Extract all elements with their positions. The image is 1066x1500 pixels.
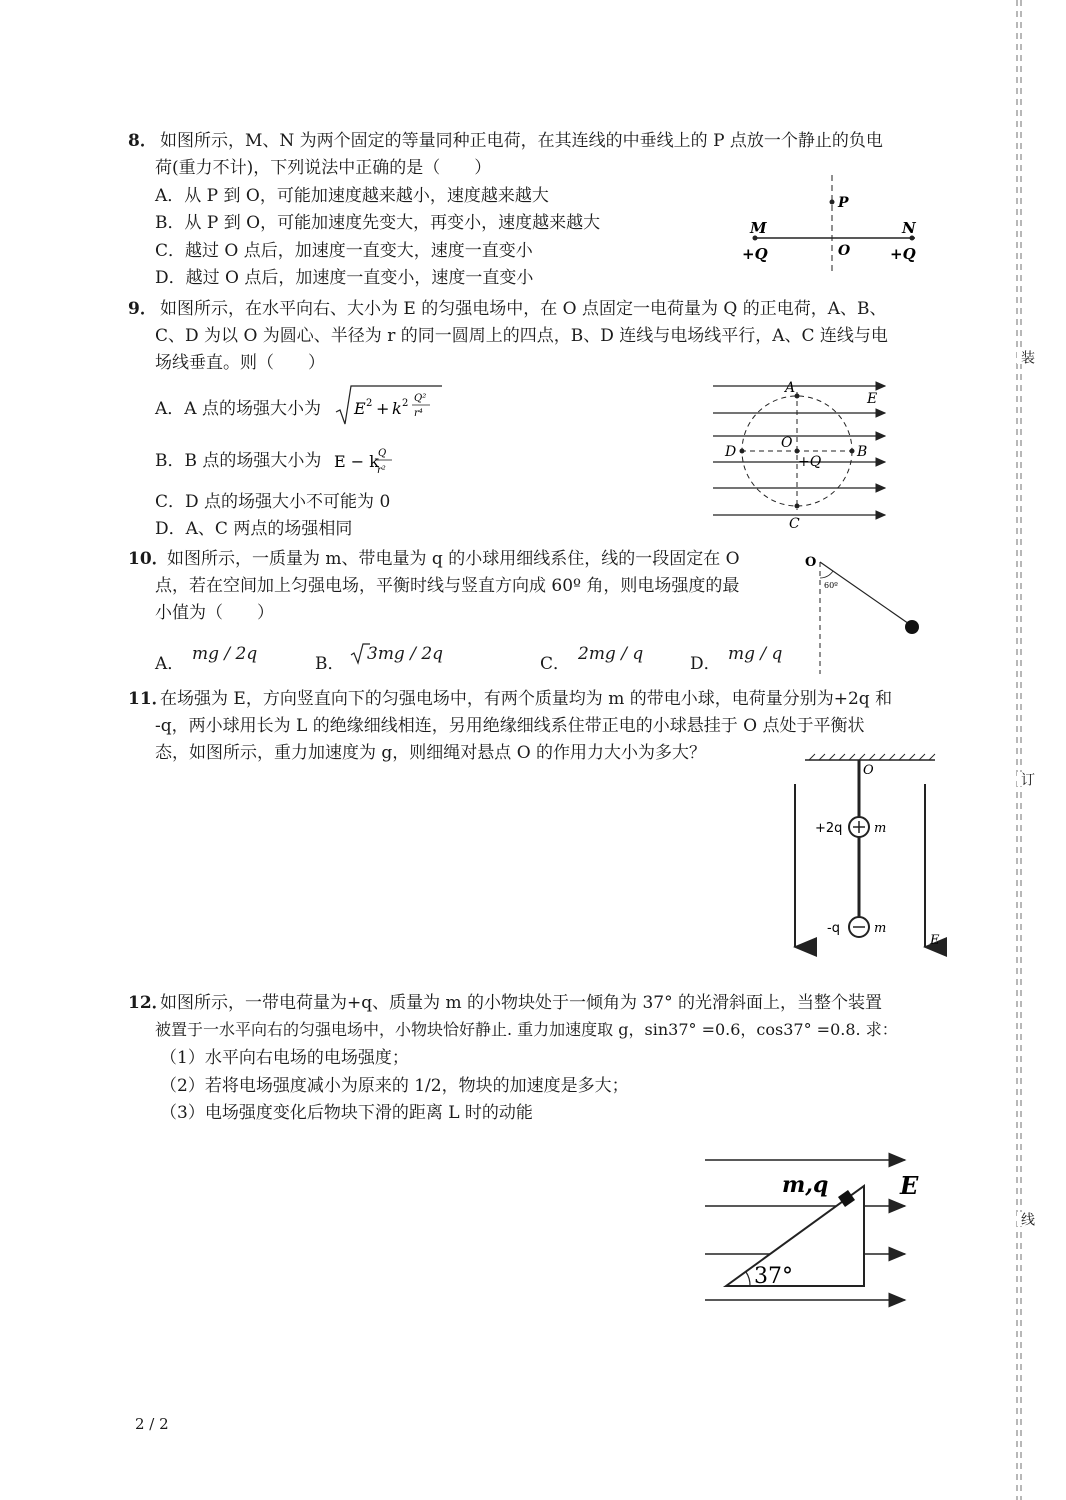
q10-option-b-label: B． [315,654,345,674]
q10-stem-line3: 小值为（ ） [155,603,274,623]
q11-figure [785,752,955,952]
q12-number: 12． [128,993,169,1013]
q11-stem-line3: 态，如图所示，重力加速度为 g，则细绳对悬点 O 的作用力大小为多大？ [155,743,707,763]
svg-text:E: E [354,399,366,418]
svg-text:E − k: E − k [334,452,379,471]
q8-option-c: C．越过 O 点后，加速度一直变大，速度一直变小 [155,241,533,261]
q9-option-b-formula [332,440,402,480]
q11-number: 11． [128,689,169,709]
q11-label-o: O [863,763,874,778]
q9-label-b: B [857,444,868,460]
q9-stem-line3: 场线垂直。则（ ） [155,353,325,373]
binding-line [1012,0,1042,1500]
q8-figure [740,175,930,275]
page-number: 2 / 2 [135,1415,169,1433]
q8-label-q-left: +Q [742,245,768,263]
q9-stem-line2: C、D 为以 O 为圆心、半径为 r 的同一圆周上的四点，B、D 连线与电场线平行，A、C 连线与电 [155,326,888,346]
q10-label-o: O [805,555,817,570]
q8-option-b: B．从 P 到 O，可能加速度先变大，再变小，速度越来越大 [155,213,601,233]
q9-label-d: D [725,444,737,460]
q8-stem-line1: 如图所示，M、N 为两个固定的等量同种正电荷，在其连线的中垂线上的 P 点放一个静止的负电 [160,131,883,151]
q11-stem-line2: -q，两小球用长为 L 的绝缘细线相连，另用绝缘细线系住带正电的小球悬挂于 O 点处于平衡状 [155,716,865,736]
q9-label-q: +Q [798,454,822,470]
svg-text:2: 2 [366,398,373,409]
q9-option-a-text: A．A 点的场强大小为 [155,399,321,419]
q8-option-a: A．从 P 到 O，可能加速度越来越小，速度越来越大 [155,186,549,206]
q10-option-a-value: mg / 2q [192,644,258,664]
q8-label-q-right: +Q [890,245,916,263]
svg-text:r⁴: r⁴ [414,408,423,419]
q9-option-c: C．D 点的场强大小不可能为 0 [155,492,391,512]
q10-option-c-label: C． [540,654,571,674]
svg-text:+: + [376,399,390,418]
q11-label-charge-top: +2q [815,821,843,836]
q11-label-mass-bottom: m [874,921,887,936]
svg-text:k: k [392,399,402,418]
q10-option-a-label: A． [155,654,185,674]
q9-option-a-formula [334,384,444,426]
q9-figure [705,378,905,533]
q12-label-angle: 37° [754,1264,793,1289]
q9-label-c: C [789,516,800,532]
q8-label-p: P [838,195,849,211]
q9-label-a: A [785,380,796,396]
q12-stem-line1: 如图所示，一带电荷量为+q、质量为 m 的小物块处于一倾角为 37° 的光滑斜面上，当整个装置 [160,993,882,1013]
q10-label-angle: 60º [824,581,838,590]
q9-number: 9． [128,299,157,319]
q9-option-b-text: B．B 点的场强大小为 [155,451,322,471]
svg-text:2: 2 [402,398,409,409]
svg-text:Q²: Q² [414,393,427,404]
q12-figure [700,1150,930,1310]
q12-sub-1: （1）水平向右电场的电场强度； [160,1048,409,1068]
q12-label-mq: m,q [782,1172,829,1198]
q10-option-b-value: 3mg / 2q [367,644,444,664]
q12-sub-2: （2）若将电场强度减小为原来的 1/2，物块的加速度是多大； [160,1076,629,1096]
q12-label-e: E [900,1171,919,1200]
q9-label-o: O [781,435,793,451]
binding-char-xian: 线 [1019,1212,1035,1226]
q10-stem-line2: 点，若在空间加上匀强电场，平衡时线与竖直方向成 60º 角，则电场强度的最 [155,576,740,596]
q8-number: 8． [128,131,157,151]
q11-stem-line1: 在场强为 E，方向竖直向下的匀强电场中，有两个质量均为 m 的带电小球，电荷量分别为+2q 和 [160,689,893,709]
q12-sub-3: （3）电场强度变化后物块下滑的距离 L 时的动能 [160,1103,533,1123]
q8-stem-line2: 荷(重力不计)，下列说法中正确的是（ ） [155,158,492,178]
q10-figure [800,552,930,677]
q9-stem-line1: 如图所示，在水平向右、大小为 E 的匀强电场中，在 O 点固定一电荷量为 Q 的正电荷，A、B、 [160,299,887,319]
q9-option-d: D．A、C 两点的场强相同 [155,519,353,539]
q11-label-charge-bottom: -q [827,921,840,936]
q10-number: 10． [128,549,169,569]
q8-label-n: N [902,219,916,237]
q8-label-m: M [750,219,767,237]
q12-stem-line2: 被置于一水平向右的匀强电场中，小物块恰好静止. 重力加速度取 g，sin37° =0.6，cos37° =0.8. 求： [155,1020,898,1039]
q8-option-d: D．越过 O 点后，加速度一直变小，速度一直变小 [155,268,534,288]
q10-option-c-value: 2mg / q [578,644,644,664]
q8-label-o: O [838,243,851,259]
q11-label-e: E [930,933,940,948]
svg-text:Q: Q [378,448,387,459]
q11-label-mass-top: m [874,821,887,836]
binding-char-ding: 订 [1019,772,1035,786]
svg-text:r²: r² [377,465,386,476]
binding-char-zhuang: 装 [1019,350,1035,364]
q10-option-d-label: D． [690,654,721,674]
q10-stem-line1: 如图所示，一质量为 m、带电量为 q 的小球用细线系住，线的一段固定在 O [167,549,740,569]
q9-label-e: E [867,391,878,407]
q10-option-d-value: mg / q [728,644,783,664]
